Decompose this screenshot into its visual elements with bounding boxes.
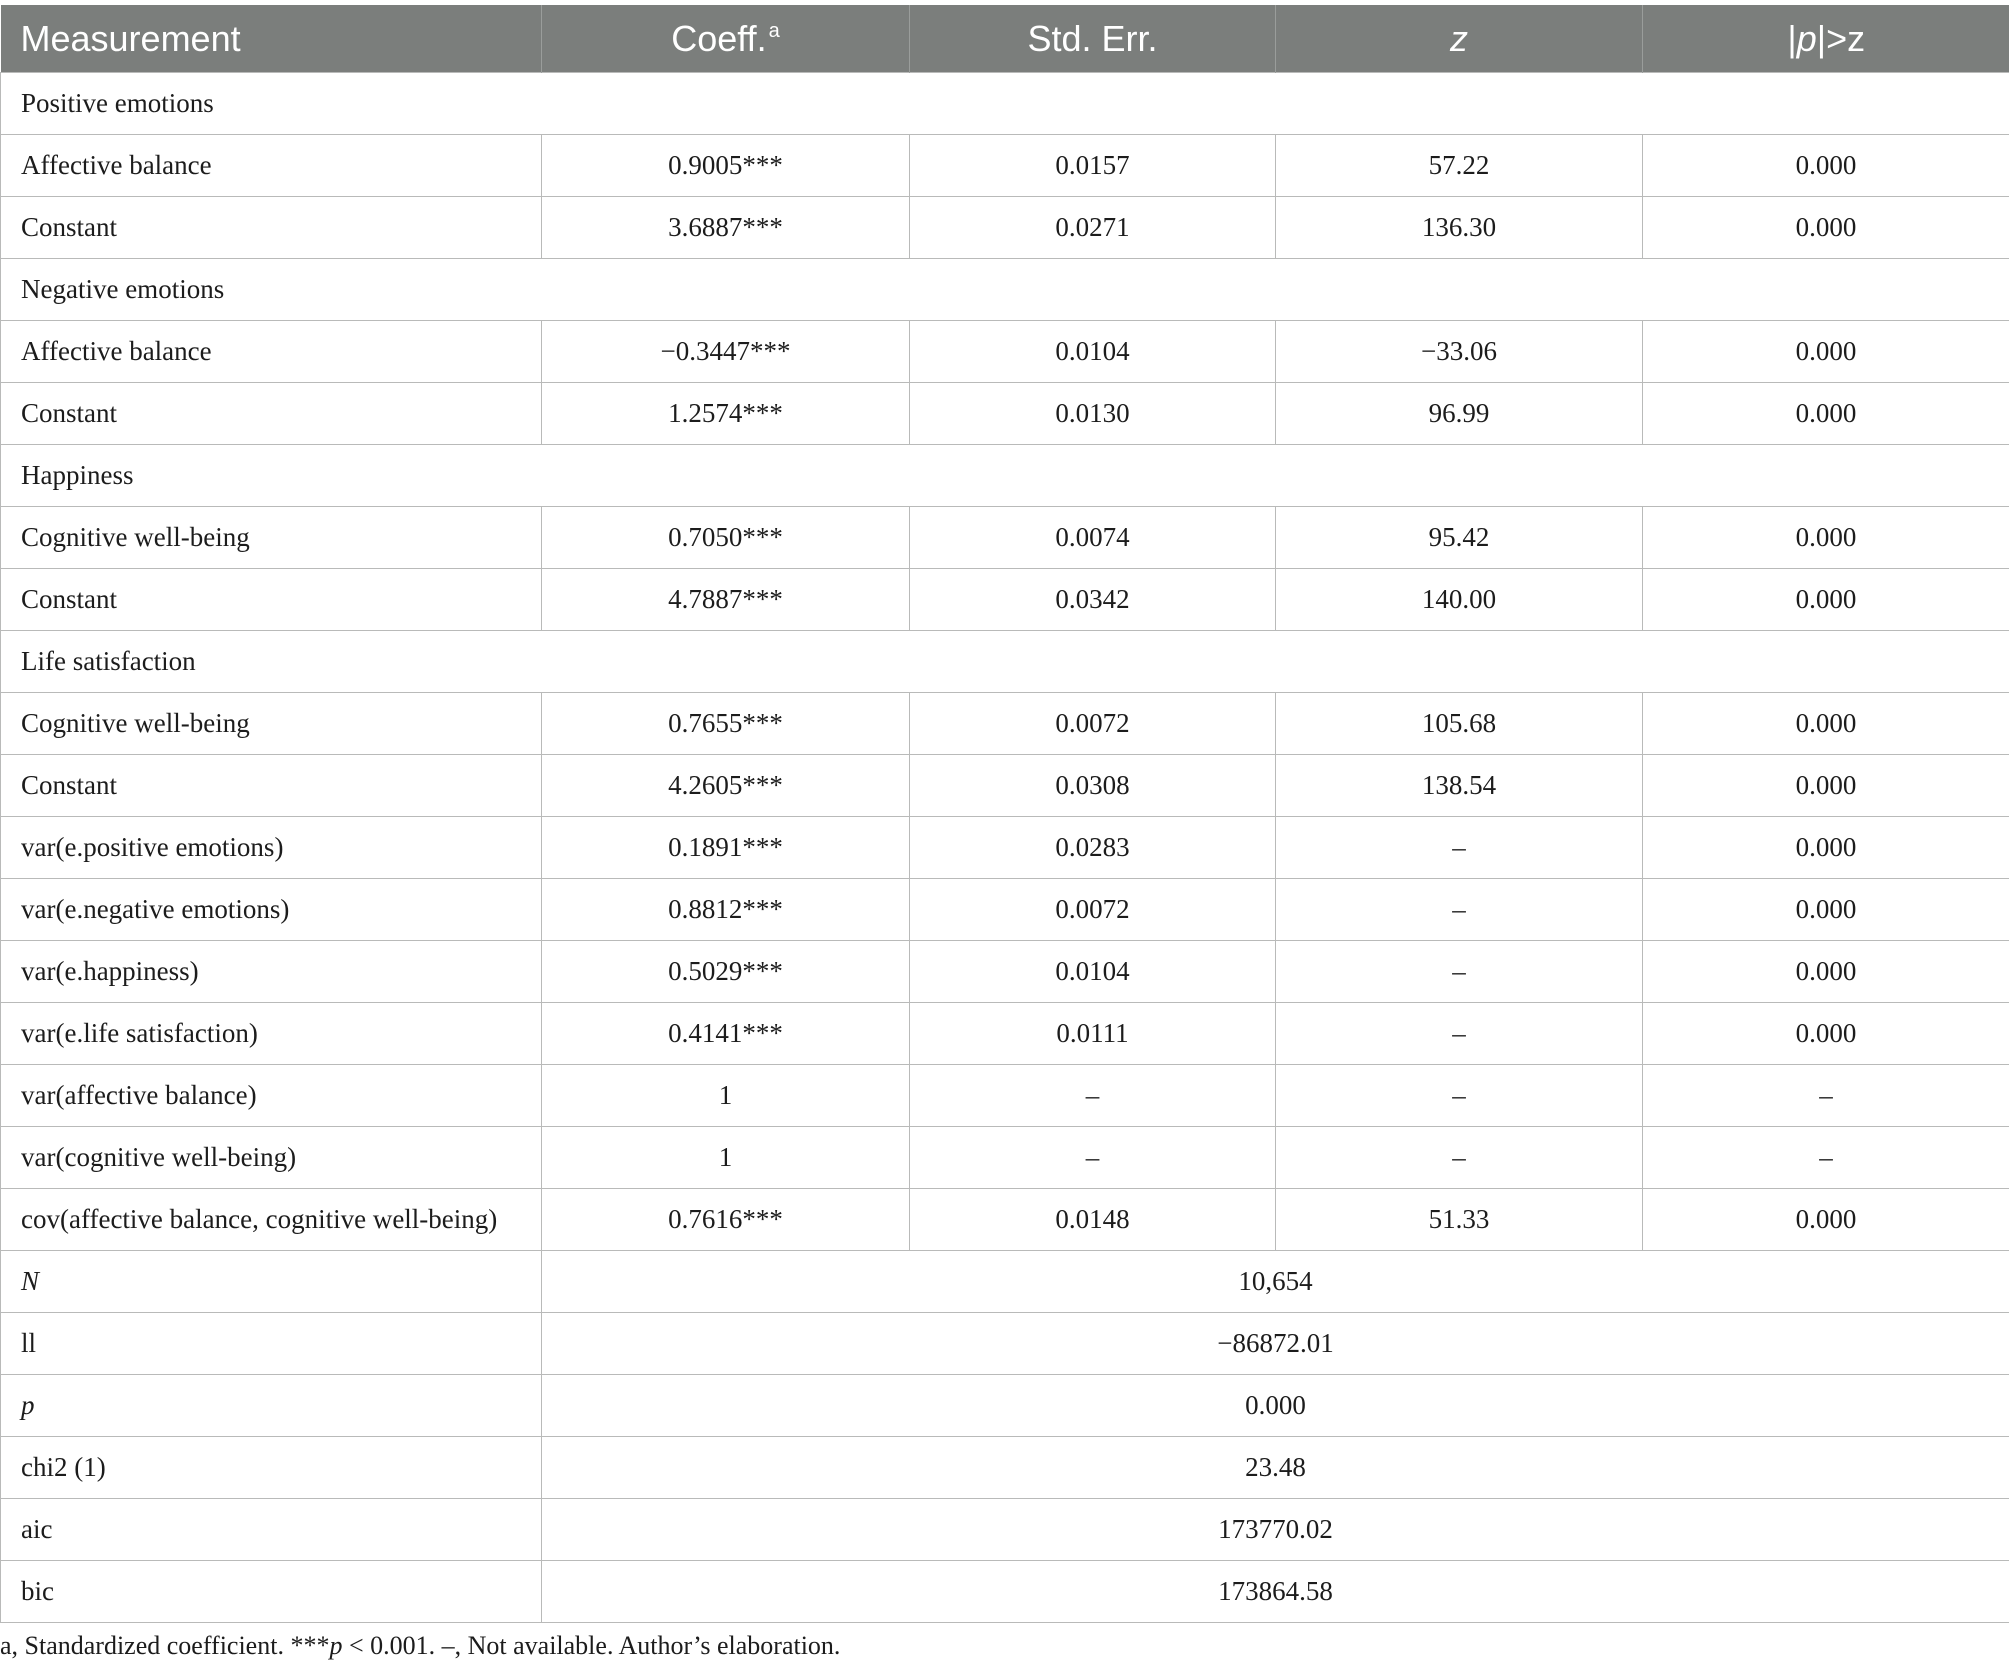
header-p-tail: |>z	[1816, 17, 1866, 59]
stats-row	[1, 1375, 2009, 1437]
header-z	[1276, 5, 1643, 73]
coeff-cell: 0.1891***	[542, 817, 910, 879]
table-row	[1, 569, 2009, 631]
coeff-cell: 0.7616***	[542, 1189, 910, 1251]
table-row	[1, 73, 2009, 135]
stat-value: 0.000	[542, 1375, 2009, 1437]
p-cell: 0.000	[1643, 879, 2009, 941]
stderr-cell: 0.0072	[910, 879, 1276, 941]
header-coeff	[542, 5, 910, 73]
p-cell: –	[1643, 1127, 2009, 1189]
coeff-cell: 4.2605***	[542, 755, 910, 817]
coeff-cell: 0.7050***	[542, 507, 910, 569]
header-p-letter: p	[1796, 17, 1817, 59]
z-cell: 96.99	[1276, 383, 1643, 445]
p-cell: 0.000	[1643, 1003, 2009, 1065]
z-cell: 138.54	[1276, 755, 1643, 817]
coeff-cell: 4.7887***	[542, 569, 910, 631]
stderr-cell: 0.0283	[910, 817, 1276, 879]
stderr-cell: 0.0308	[910, 755, 1276, 817]
row-label: var(cognitive well-being)	[1, 1127, 542, 1189]
section-label: Positive emotions	[1, 73, 2009, 135]
z-cell: 57.22	[1276, 135, 1643, 197]
p-cell: 0.000	[1643, 507, 2009, 569]
p-cell: 0.000	[1643, 755, 2009, 817]
stats-row	[1, 1561, 2009, 1623]
footnote-p: p	[329, 1631, 343, 1660]
section-label: Life satisfaction	[1, 631, 2009, 693]
stat-label: ll	[1, 1313, 542, 1375]
table-row	[1, 755, 2009, 817]
p-cell: 0.000	[1643, 569, 2009, 631]
table-body	[1, 73, 2009, 1623]
coeff-cell: 1	[542, 1127, 910, 1189]
table-footnote	[0, 1631, 840, 1661]
header-stderr: Std. Err.	[910, 5, 1276, 73]
header-p	[1643, 5, 2009, 73]
header-p-bar: |	[1787, 17, 1797, 59]
table-row	[1, 1127, 2009, 1189]
stderr-cell: 0.0074	[910, 507, 1276, 569]
table-header	[1, 5, 2009, 73]
stats-row	[1, 1313, 2009, 1375]
stderr-cell: 0.0104	[910, 321, 1276, 383]
stat-label: chi2 (1)	[1, 1437, 542, 1499]
p-cell: –	[1643, 1065, 2009, 1127]
p-cell: 0.000	[1643, 197, 2009, 259]
row-label: Cognitive well-being	[1, 507, 542, 569]
stderr-cell: 0.0148	[910, 1189, 1276, 1251]
coeff-cell: 0.7655***	[542, 693, 910, 755]
row-label: var(e.happiness)	[1, 941, 542, 1003]
coeff-cell: 0.9005***	[542, 135, 910, 197]
row-label: cov(affective balance, cognitive well-being)	[1, 1189, 542, 1251]
table-row	[1, 941, 2009, 1003]
table-row	[1, 259, 2009, 321]
coeff-cell: 3.6887***	[542, 197, 910, 259]
stat-value: 173770.02	[542, 1499, 2009, 1561]
z-cell: 136.30	[1276, 197, 1643, 259]
row-label: var(affective balance)	[1, 1065, 542, 1127]
table-row	[1, 135, 2009, 197]
table-row	[1, 445, 2009, 507]
header-measurement: Measurement	[1, 5, 542, 73]
stderr-cell: 0.0111	[910, 1003, 1276, 1065]
stderr-cell: 0.0130	[910, 383, 1276, 445]
results-table	[0, 5, 2009, 1623]
z-cell: −33.06	[1276, 321, 1643, 383]
table-row	[1, 383, 2009, 445]
row-label: var(e.negative emotions)	[1, 879, 542, 941]
table-row	[1, 631, 2009, 693]
p-cell: 0.000	[1643, 135, 2009, 197]
stderr-cell: 0.0157	[910, 135, 1276, 197]
row-label: Constant	[1, 383, 542, 445]
coeff-cell: 0.8812***	[542, 879, 910, 941]
coeff-cell: 0.4141***	[542, 1003, 910, 1065]
p-cell: 0.000	[1643, 941, 2009, 1003]
p-cell: 0.000	[1643, 383, 2009, 445]
coeff-cell: 1.2574***	[542, 383, 910, 445]
stderr-cell: 0.0104	[910, 941, 1276, 1003]
row-label: Constant	[1, 569, 542, 631]
stderr-cell: 0.0342	[910, 569, 1276, 631]
table-row	[1, 321, 2009, 383]
row-label: Constant	[1, 197, 542, 259]
footnote-part-a: a, Standardized coefficient. ***	[0, 1631, 330, 1660]
p-cell: 0.000	[1643, 321, 2009, 383]
stderr-cell: –	[910, 1127, 1276, 1189]
stderr-cell: –	[910, 1065, 1276, 1127]
row-label: var(e.life satisfaction)	[1, 1003, 542, 1065]
header-coeff-footnote: a	[768, 19, 780, 42]
footnote-rest: < 0.001. –, Not available. Author’s elaboration.	[342, 1631, 841, 1660]
table-row	[1, 1003, 2009, 1065]
header-coeff-label: Coeff.	[671, 17, 767, 59]
stat-label: N	[1, 1251, 542, 1313]
stat-value: 10,654	[542, 1251, 2009, 1313]
row-label: var(e.positive emotions)	[1, 817, 542, 879]
z-cell: –	[1276, 817, 1643, 879]
coeff-cell: −0.3447***	[542, 321, 910, 383]
table-row	[1, 507, 2009, 569]
stats-row	[1, 1437, 2009, 1499]
p-cell: 0.000	[1643, 693, 2009, 755]
coeff-cell: 1	[542, 1065, 910, 1127]
stat-value: −86872.01	[542, 1313, 2009, 1375]
table-row	[1, 879, 2009, 941]
p-cell: 0.000	[1643, 1189, 2009, 1251]
header-row	[1, 5, 2009, 73]
z-cell: 95.42	[1276, 507, 1643, 569]
row-label: Constant	[1, 755, 542, 817]
stat-label: bic	[1, 1561, 542, 1623]
z-cell: –	[1276, 1065, 1643, 1127]
stderr-cell: 0.0271	[910, 197, 1276, 259]
z-cell: –	[1276, 879, 1643, 941]
stat-label: p	[1, 1375, 542, 1437]
table-row	[1, 693, 2009, 755]
table-row	[1, 1189, 2009, 1251]
row-label: Cognitive well-being	[1, 693, 542, 755]
table-row	[1, 817, 2009, 879]
stderr-cell: 0.0072	[910, 693, 1276, 755]
z-cell: –	[1276, 941, 1643, 1003]
coeff-cell: 0.5029***	[542, 941, 910, 1003]
stat-label: aic	[1, 1499, 542, 1561]
header-z-label: z	[1450, 17, 1468, 59]
z-cell: –	[1276, 1127, 1643, 1189]
p-cell: 0.000	[1643, 817, 2009, 879]
row-label: Affective balance	[1, 135, 542, 197]
stat-value: 173864.58	[542, 1561, 2009, 1623]
z-cell: –	[1276, 1003, 1643, 1065]
z-cell: 140.00	[1276, 569, 1643, 631]
table-row	[1, 1065, 2009, 1127]
z-cell: 105.68	[1276, 693, 1643, 755]
z-cell: 51.33	[1276, 1189, 1643, 1251]
table-row	[1, 197, 2009, 259]
stats-row	[1, 1251, 2009, 1313]
stats-row	[1, 1499, 2009, 1561]
section-label: Happiness	[1, 445, 2009, 507]
row-label: Affective balance	[1, 321, 542, 383]
stat-value: 23.48	[542, 1437, 2009, 1499]
section-label: Negative emotions	[1, 259, 2009, 321]
